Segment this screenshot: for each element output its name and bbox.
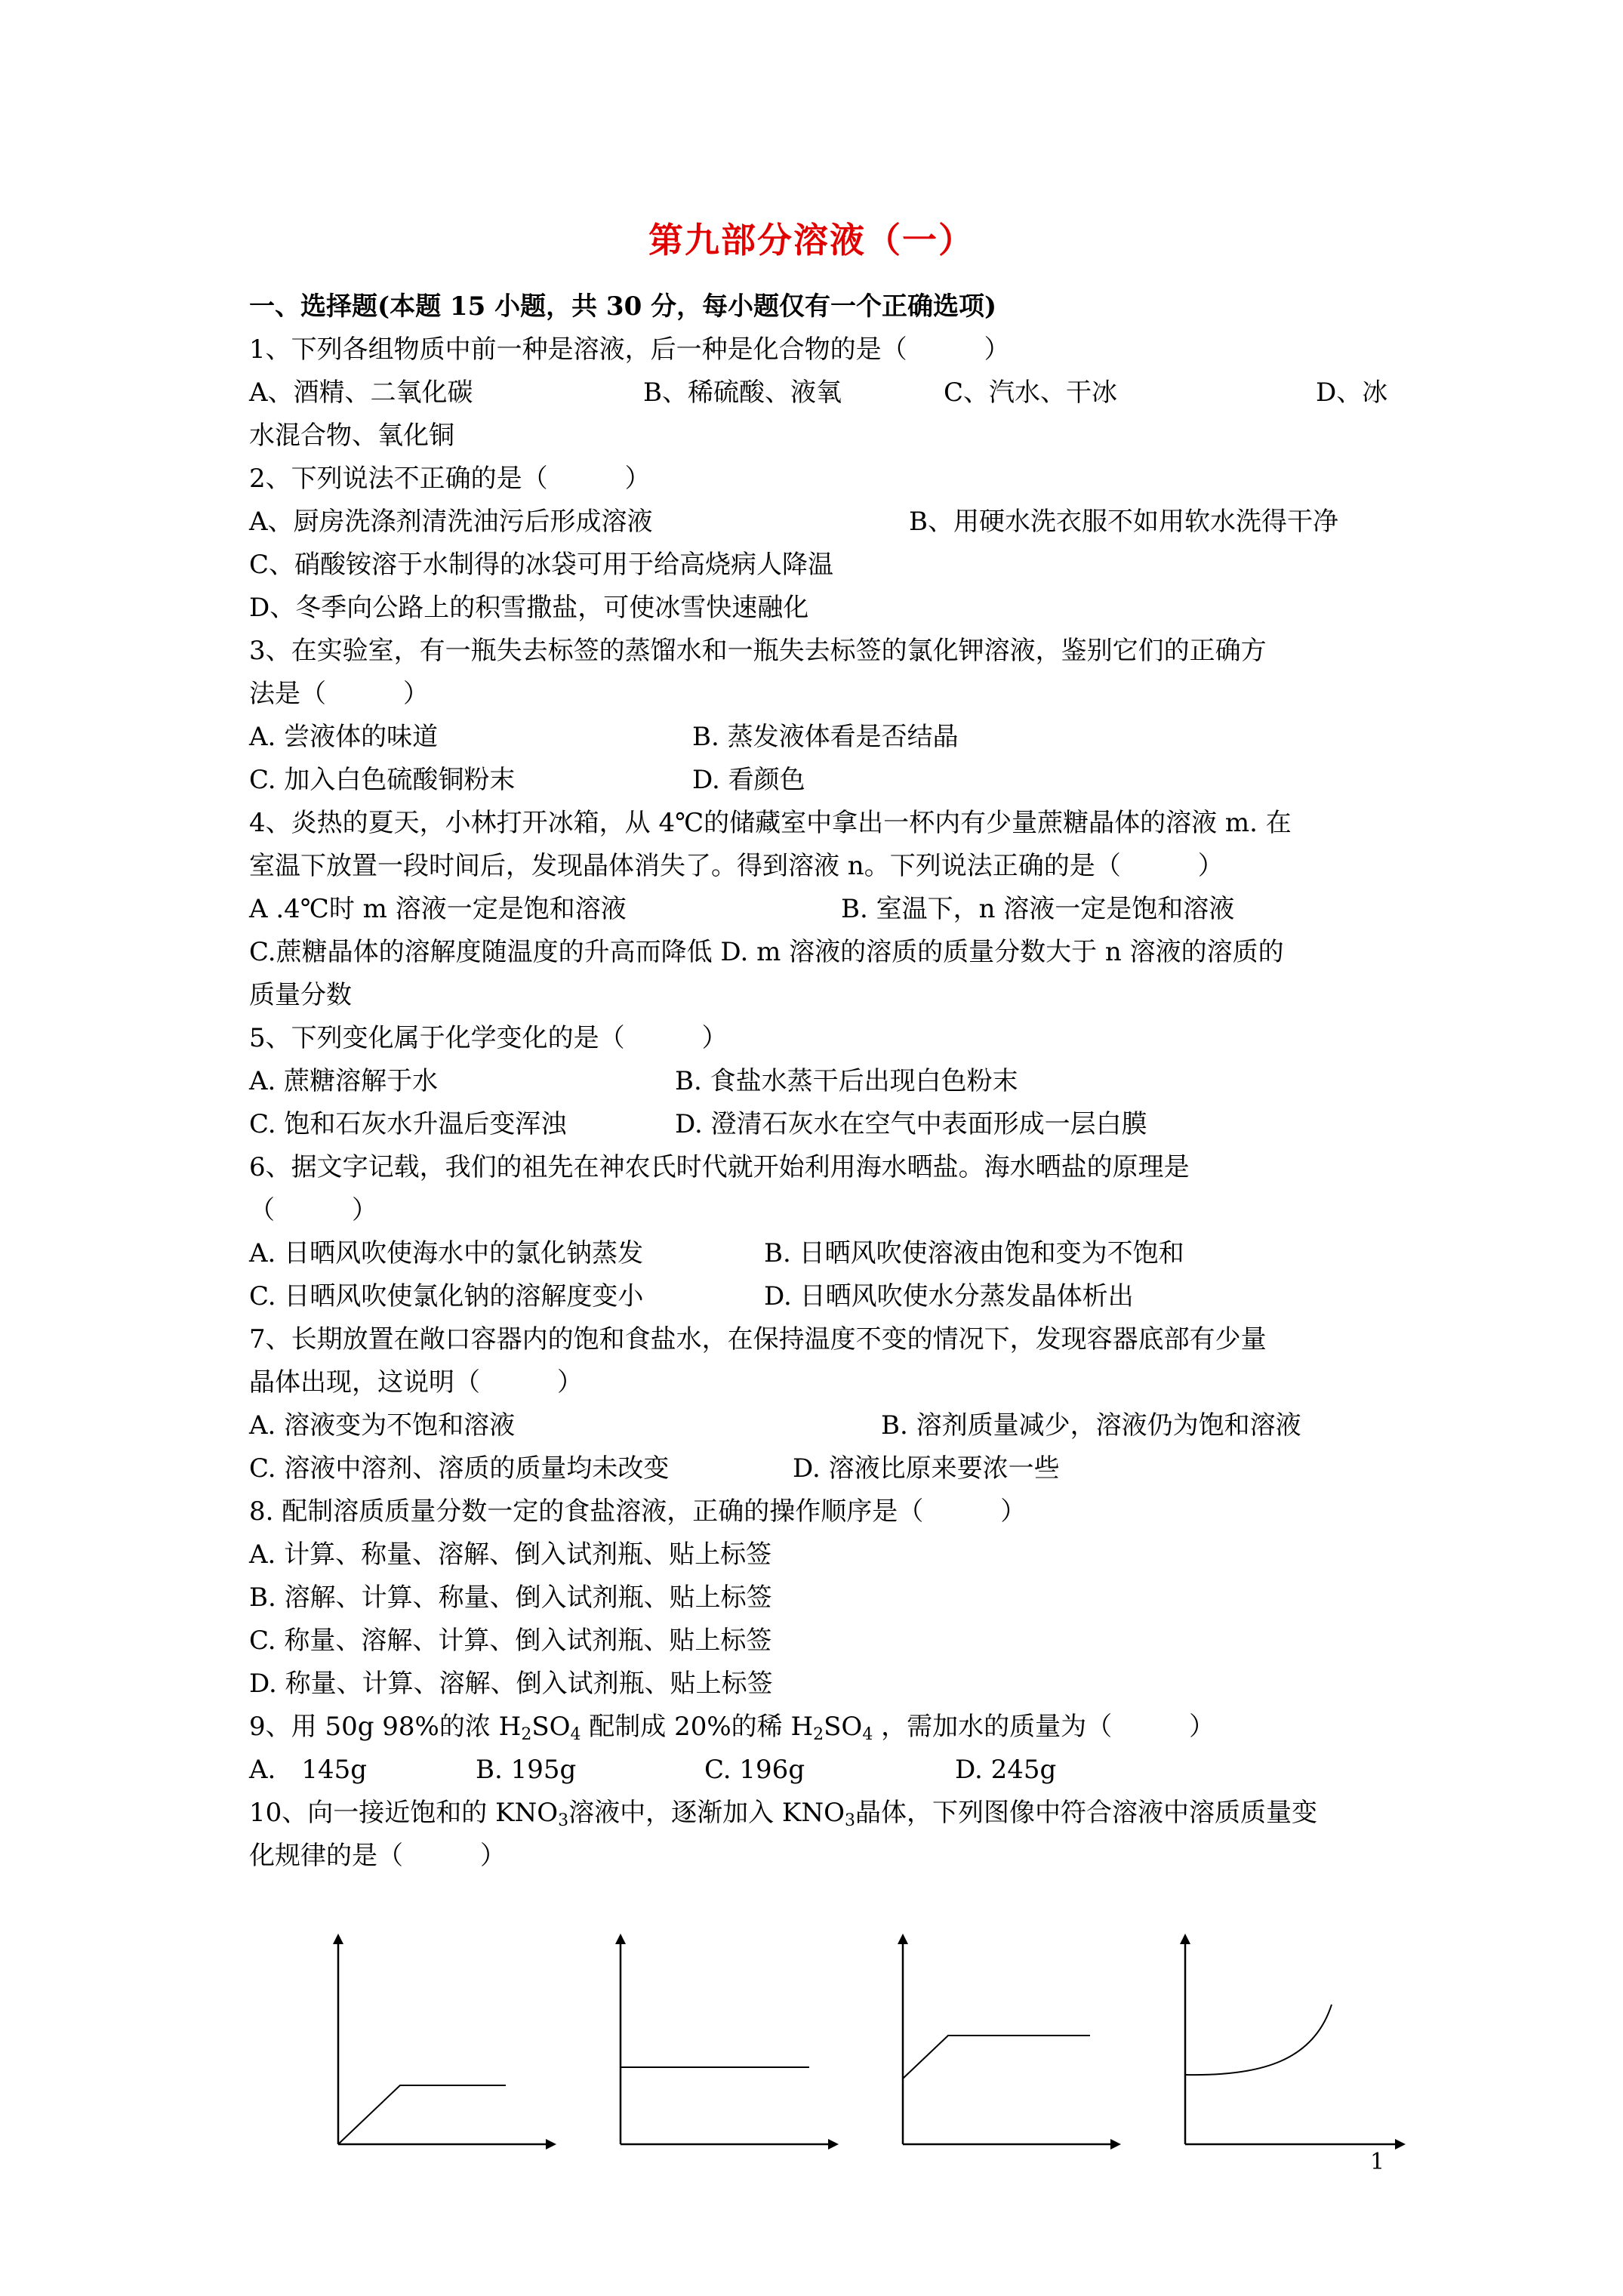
q1-option-c: C、汽水、干冰	[944, 378, 1118, 408]
question-7-stem: 7、长期放置在敞口容器内的饱和食盐水，在保持温度不变的情况下，发现容器底部有少量	[249, 1324, 1267, 1354]
question-10-stem	[249, 1792, 1386, 1835]
question-8-stem: 8. 配制溶质质量分数一定的食盐溶液，正确的操作顺序是（ ）	[249, 1496, 1027, 1527]
q9-subscript: 4	[570, 1725, 581, 1744]
q3-option-d: D. 看颜色	[692, 765, 805, 795]
question-5-options-cd	[249, 1103, 1386, 1146]
question-5-stem: 5、下列变化属于化学变化的是（ ）	[249, 1023, 728, 1053]
q10-stem-part: 10、向一接近饱和的 KNO	[249, 1798, 559, 1828]
q5-option-a: A. 蔗糖溶解于水	[249, 1066, 439, 1096]
q6-option-c: C. 日晒风吹使氯化钠的溶解度变小	[249, 1281, 644, 1311]
q10-graphs-svg	[310, 1918, 1457, 2167]
question-6-stem: 6、据文字记载，我们的祖先在神农氏时代就开始利用海水晒盐。海水晒盐的原理是	[249, 1152, 1190, 1182]
question-6-options-cd	[249, 1275, 1386, 1318]
question-7-options-ab	[249, 1404, 1386, 1447]
question-5-options-ab	[249, 1060, 1386, 1103]
question-10-stem-continued: 化规律的是（ ）	[249, 1841, 506, 1871]
q3-option-c: C. 加入白色硫酸铜粉末	[249, 765, 516, 795]
q4-option-b: B. 室温下，n 溶液一定是饱和溶液	[841, 894, 1235, 924]
q8-option-a: A. 计算、称量、溶解、倒入试剂瓶、贴上标签	[249, 1539, 772, 1570]
q9-option-c: C. 196g	[704, 1755, 805, 1785]
q9-subscript: 2	[521, 1725, 532, 1744]
graph-3	[903, 1939, 1116, 2144]
q1-option-d-continued: 水混合物、氧化铜	[249, 421, 454, 451]
q8-option-b: B. 溶解、计算、称量、倒入试剂瓶、贴上标签	[249, 1583, 772, 1613]
q1-option-b: B、稀硫酸、液氧	[643, 378, 842, 408]
question-9-stem	[249, 1706, 1386, 1749]
question-4-stem-continued: 室温下放置一段时间后，发现晶体消失了。得到溶液 n。下列说法正确的是（ ）	[249, 851, 1224, 881]
question-4-options-cd: C.蔗糖晶体的溶解度随温度的升高而降低 D. m 溶液的溶质的质量分数大于 n 溶液的溶质的	[249, 937, 1284, 967]
q3-option-a: A. 尝液体的味道	[249, 722, 439, 752]
q6-option-a: A. 日晒风吹使海水中的氯化钠蒸发	[249, 1238, 644, 1268]
q10-subscript: 3	[558, 1811, 569, 1830]
graph-1-curve	[338, 2085, 506, 2144]
q7-option-d: D. 溶液比原来要浓一些	[793, 1453, 1060, 1484]
q2-option-d: D、冬季向公路上的积雪撒盐，可使冰雪快速融化	[249, 593, 809, 623]
q9-stem-part: 9、用 50g 98%的浓 H	[249, 1712, 522, 1742]
question-3-options-cd	[249, 759, 1386, 802]
question-list	[249, 285, 1386, 1878]
question-4-stem: 4、炎热的夏天，小林打开冰箱，从 4℃的储藏室中拿出一杯内有少量蔗糖晶体的溶液 m. 在	[249, 808, 1292, 838]
q9-subscript: 4	[862, 1725, 873, 1744]
q10-graph-options	[310, 1918, 1457, 2167]
q9-option-d: D. 245g	[955, 1755, 1057, 1785]
q6-option-d: D. 日晒风吹使水分蒸发晶体析出	[764, 1281, 1134, 1311]
question-6-stem-continued: （ ）	[249, 1195, 377, 1225]
graph-1	[338, 1939, 551, 2144]
question-3-stem: 3、在实验室，有一瓶失去标签的蒸馏水和一瓶失去标签的氯化钾溶液，鉴别它们的正确方	[249, 636, 1267, 666]
q5-option-d: D. 澄清石灰水在空气中表面形成一层白膜	[675, 1109, 1147, 1139]
question-4-options-cd-continued: 质量分数	[249, 980, 352, 1010]
q1-option-d: D、冰	[1316, 378, 1388, 408]
q7-option-a: A. 溶液变为不饱和溶液	[249, 1410, 516, 1441]
question-2-stem: 2、下列说法不正确的是（ ）	[249, 464, 651, 494]
question-3-options-ab	[249, 716, 1386, 759]
q10-subscript: 3	[844, 1811, 855, 1830]
graph-3-curve	[903, 2036, 1090, 2079]
question-2-options-ab	[249, 501, 1386, 544]
q1-option-a: A、酒精、二氧化碳	[249, 378, 473, 408]
q4-option-a: A .4℃时 m 溶液一定是饱和溶液	[249, 894, 627, 924]
q9-option-b: B. 195g	[476, 1755, 577, 1785]
q7-option-c: C. 溶液中溶剂、溶质的质量均未改变	[249, 1453, 670, 1484]
q5-option-c: C. 饱和石灰水升温后变浑浊	[249, 1109, 567, 1139]
q10-stem-part: 溶液中，逐渐加入 KNO	[568, 1798, 845, 1828]
q2-option-a: A、厨房洗涤剂清洗油污后形成溶液	[249, 507, 653, 537]
question-9-options	[249, 1749, 1386, 1792]
q9-stem-part: ，需加水的质量为（ ）	[873, 1712, 1215, 1742]
question-7-options-cd	[249, 1447, 1386, 1490]
graph-4	[1185, 1939, 1400, 2144]
question-1-stem: 1、下列各组物质中前一种是溶液，后一种是化合物的是（ ）	[249, 334, 1010, 365]
q9-subscript: 2	[813, 1725, 824, 1744]
q8-option-d: D. 称量、计算、溶解、倒入试剂瓶、贴上标签	[249, 1669, 773, 1699]
question-7-stem-continued: 晶体出现，这说明（ ）	[249, 1367, 583, 1398]
question-1-options	[249, 371, 1386, 415]
q9-stem-part: SO	[824, 1712, 863, 1742]
question-3-stem-continued: 法是（ ）	[249, 679, 429, 709]
q9-stem-part: SO	[531, 1712, 571, 1742]
page-title: 第九部分溶液（一）	[648, 220, 975, 260]
q5-option-b: B. 食盐水蒸干后出现白色粉末	[675, 1066, 1018, 1096]
q9-option-a: A. 145g	[249, 1755, 368, 1785]
page-number: 1	[1370, 2149, 1385, 2175]
q8-option-c: C. 称量、溶解、计算、倒入试剂瓶、贴上标签	[249, 1626, 772, 1656]
q7-option-b: B. 溶剂质量减少，溶液仍为饱和溶液	[881, 1410, 1301, 1441]
q9-stem-part: 配制成 20%的稀 H	[581, 1712, 814, 1742]
question-4-options-ab	[249, 888, 1386, 931]
section-heading: 一、选择题(本题 15 小题，共 30 分，每小题仅有一个正确选项)	[249, 291, 997, 322]
question-6-options-ab	[249, 1232, 1386, 1275]
q2-option-c: C、硝酸铵溶于水制得的冰袋可用于给高烧病人降温	[249, 550, 834, 580]
graph-2	[621, 1939, 833, 2144]
graph-4-curve	[1185, 2005, 1332, 2075]
q2-option-b: B、用硬水洗衣服不如用软水洗得干净	[909, 507, 1338, 537]
q6-option-b: B. 日晒风吹使溶液由饱和变为不饱和	[764, 1238, 1184, 1268]
q10-stem-part: 晶体，下列图像中符合溶液中溶质质量变	[855, 1798, 1317, 1828]
q3-option-b: B. 蒸发液体看是否结晶	[692, 722, 959, 752]
